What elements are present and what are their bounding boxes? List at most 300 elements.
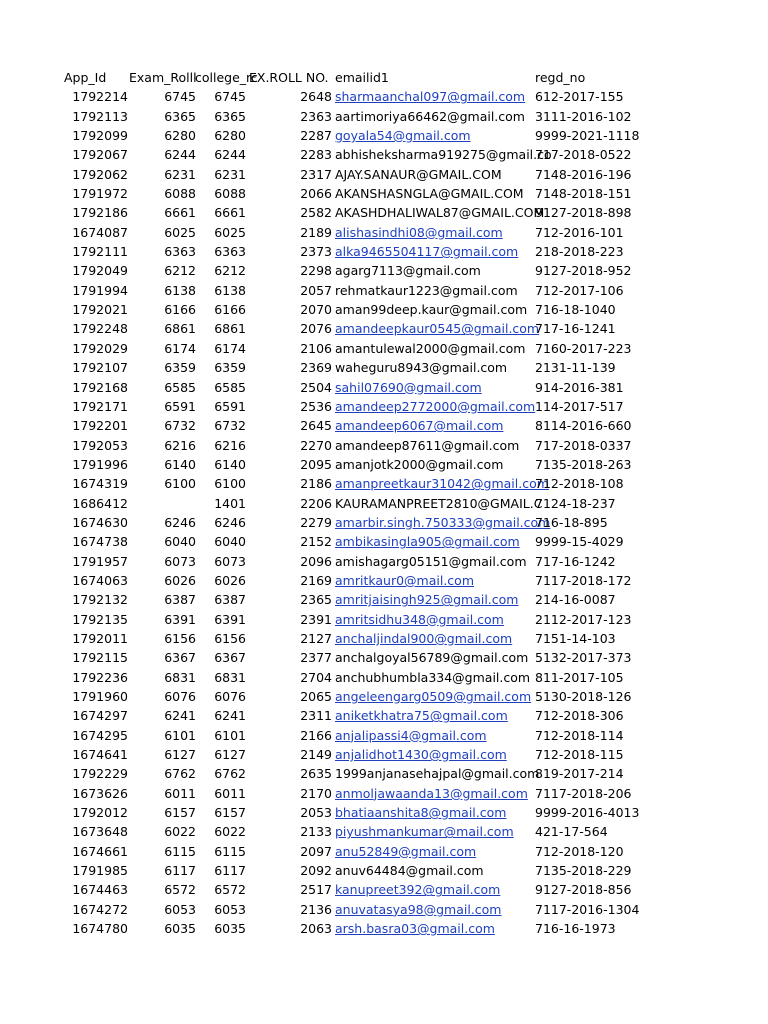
cell-app-id: 1674463 (72, 882, 128, 898)
cell-ex-roll: 2133 (300, 824, 332, 840)
cell-email: AKASHDHALIWAL87@GMAIL.COM (335, 205, 545, 221)
cell-exam-roll: 6367 (164, 650, 196, 666)
cell-email: waheguru8943@gmail.com (335, 360, 508, 376)
cell-regd-no: 716-16-1973 (535, 921, 616, 937)
email-link[interactable]: bhatiaanshita8@gmail.com (335, 805, 507, 821)
cell-exam-roll: 6088 (164, 186, 196, 202)
cell-college-roll: 6661 (214, 205, 246, 221)
cell-college-roll: 6231 (214, 166, 246, 182)
cell-email: anchubhumbla334@gmail.com (335, 669, 531, 685)
cell-email: aman99deep.kaur@gmail.com (335, 302, 528, 318)
cell-exam-roll: 6138 (164, 282, 196, 298)
cell-regd-no: 114-2017-517 (535, 398, 624, 414)
cell-app-id: 1686412 (72, 495, 128, 511)
cell-app-id: 1792067 (72, 147, 128, 163)
cell-college-roll: 6025 (214, 224, 246, 240)
table-row (0, 300, 768, 319)
cell-exam-roll: 6025 (164, 224, 196, 240)
cell-app-id: 1674319 (72, 476, 128, 492)
cell-ex-roll: 2136 (300, 901, 332, 917)
cell-exam-roll: 6127 (164, 747, 196, 763)
cell-regd-no: 7124-18-237 (535, 495, 616, 511)
cell-college-roll: 6585 (214, 379, 246, 395)
cell-regd-no: 2112-2017-123 (535, 611, 632, 627)
cell-app-id: 1792111 (72, 244, 128, 260)
email-link[interactable]: piyushmankumar@mail.com (335, 824, 514, 840)
cell-college-roll: 6156 (214, 630, 246, 646)
cell-ex-roll: 2057 (300, 282, 332, 298)
email-link[interactable]: amandeep2772000@gmail.com (335, 398, 536, 414)
email-link[interactable]: amanpreetkaur31042@gmail.com (335, 476, 549, 492)
cell-exam-roll: 6831 (164, 669, 196, 685)
cell-app-id: 1792107 (72, 360, 128, 376)
email-link[interactable]: angeleengarg0509@gmail.com (335, 689, 532, 704)
table-row (0, 610, 768, 629)
cell-app-id: 1674661 (72, 843, 128, 859)
table-row (0, 668, 768, 687)
table-row (0, 126, 768, 145)
table-row (0, 397, 768, 416)
cell-email: AJAY.SANAUR@GMAIL.COM (335, 166, 502, 182)
header-email: emailid1 (335, 70, 389, 85)
cell-ex-roll: 2635 (300, 766, 332, 782)
cell-ex-roll: 2648 (300, 89, 332, 105)
cell-email: KAURAMANPREET2810@GMAIL.C (335, 495, 543, 511)
table-row (0, 378, 768, 397)
cell-exam-roll: 6861 (164, 321, 196, 337)
cell-app-id: 1792171 (72, 398, 128, 414)
cell-ex-roll: 2287 (300, 128, 332, 144)
cell-ex-roll: 2065 (300, 689, 332, 704)
cell-exam-roll: 6572 (164, 882, 196, 898)
cell-exam-roll: 6101 (164, 727, 196, 743)
header-college-roll: college_rc (195, 70, 258, 85)
table-row (0, 455, 768, 474)
cell-exam-roll: 6241 (164, 708, 196, 724)
cell-app-id: 1792115 (72, 650, 128, 666)
cell-ex-roll: 2373 (300, 244, 332, 260)
cell-exam-roll: 6387 (164, 592, 196, 608)
cell-email: rehmatkaur1223@gmail.com (335, 282, 518, 298)
email-link[interactable]: anu52849@gmail.com (335, 843, 477, 859)
cell-college-roll: 6861 (214, 321, 246, 337)
cell-college-roll: 6244 (214, 147, 246, 163)
cell-app-id: 1792236 (72, 669, 128, 685)
cell-college-roll: 6572 (214, 882, 246, 898)
email-link[interactable]: amarbir.singh.750333@gmail.com (335, 514, 551, 530)
cell-ex-roll: 2169 (300, 572, 332, 588)
cell-regd-no: 717-16-1241 (535, 321, 616, 337)
cell-app-id: 1792011 (72, 630, 128, 646)
cell-exam-roll: 6157 (164, 805, 196, 821)
cell-regd-no: 717-2018-0337 (535, 437, 632, 453)
spreadsheet (0, 68, 768, 938)
email-link[interactable]: anuvatasya98@gmail.com (335, 901, 502, 917)
cell-app-id: 1674272 (72, 901, 128, 917)
cell-college-roll: 6166 (214, 302, 246, 318)
cell-regd-no: 712-2018-114 (535, 727, 624, 743)
table-row (0, 706, 768, 725)
cell-college-roll: 6076 (214, 689, 246, 704)
cell-exam-roll: 6166 (164, 302, 196, 318)
cell-email: aartimoriya66462@gmail.com (335, 108, 525, 124)
cell-ex-roll: 2704 (300, 669, 332, 685)
cell-app-id: 1674780 (72, 921, 128, 937)
cell-regd-no: 712-2018-115 (535, 747, 624, 763)
cell-exam-roll: 6117 (164, 863, 196, 879)
cell-regd-no: 7135-2018-263 (535, 456, 632, 472)
cell-regd-no: 7151-14-103 (535, 630, 616, 646)
cell-app-id: 1792099 (72, 128, 128, 144)
header-regd-no: regd_no (535, 70, 586, 85)
cell-college-roll: 6115 (214, 843, 246, 859)
cell-regd-no: 7148-2018-151 (535, 186, 632, 202)
cell-exam-roll: 6231 (164, 166, 196, 182)
cell-app-id: 1791996 (72, 456, 128, 472)
cell-exam-roll: 6076 (164, 689, 196, 704)
cell-email: 1999anjanasehajpal@gmail.com (335, 766, 540, 782)
cell-app-id: 1791957 (72, 553, 128, 569)
table-row (0, 629, 768, 648)
table-row (0, 436, 768, 455)
cell-app-id: 1792135 (72, 611, 128, 627)
cell-exam-roll: 6732 (164, 418, 196, 434)
cell-regd-no: 8114-2016-660 (535, 418, 632, 434)
cell-app-id: 1792132 (72, 592, 128, 608)
cell-regd-no: 5132-2017-373 (535, 650, 632, 666)
cell-ex-roll: 2063 (300, 921, 332, 937)
cell-college-roll: 6100 (214, 476, 246, 492)
email-link[interactable]: anjalipassi4@gmail.com (335, 727, 487, 743)
header-exam-roll: Exam_Rolll (129, 70, 197, 85)
cell-exam-roll: 6365 (164, 108, 196, 124)
cell-exam-roll: 6035 (164, 921, 196, 937)
cell-email: amishagarg05151@gmail.com (335, 553, 527, 569)
cell-exam-roll: 6745 (164, 89, 196, 105)
cell-regd-no: 712-2016-101 (535, 224, 624, 240)
cell-ex-roll: 2092 (300, 863, 332, 879)
table-row (0, 416, 768, 435)
cell-exam-roll: 6363 (164, 244, 196, 260)
table-row (0, 474, 768, 493)
cell-regd-no: 819-2017-214 (535, 766, 624, 782)
cell-regd-no: 5130-2018-126 (535, 689, 632, 704)
cell-app-id: 1792186 (72, 205, 128, 221)
cell-college-roll: 6359 (214, 360, 246, 376)
cell-ex-roll: 2170 (300, 785, 332, 801)
cell-college-roll: 6367 (214, 650, 246, 666)
email-link[interactable]: amritjaisingh925@gmail.com (335, 592, 519, 608)
cell-app-id: 1674087 (72, 224, 128, 240)
table-row (0, 745, 768, 764)
cell-exam-roll: 6174 (164, 340, 196, 356)
cell-exam-roll: 6246 (164, 514, 196, 530)
cell-app-id: 1792049 (72, 263, 128, 279)
cell-app-id: 1674295 (72, 727, 128, 743)
cell-app-id: 1674063 (72, 572, 128, 588)
cell-college-roll: 6117 (214, 863, 246, 879)
cell-ex-roll: 2149 (300, 747, 332, 763)
cell-ex-roll: 2186 (300, 476, 332, 492)
table-row (0, 532, 768, 551)
cell-college-roll: 6391 (214, 611, 246, 627)
cell-regd-no: 214-16-0087 (535, 592, 616, 608)
cell-regd-no: 7148-2016-196 (535, 166, 632, 182)
cell-college-roll: 6053 (214, 901, 246, 917)
email-link[interactable]: alka9465504117@gmail.com (335, 244, 519, 260)
email-link[interactable]: amandeep6067@mail.com (335, 418, 504, 434)
table-row (0, 822, 768, 841)
cell-college-roll: 6088 (214, 186, 246, 202)
cell-regd-no: 7135-2018-229 (535, 863, 632, 879)
email-link[interactable]: kanupreet392@gmail.com (335, 882, 501, 898)
cell-email: AKANSHASNGLA@GMAIL.COM (335, 186, 524, 202)
cell-app-id: 1791994 (72, 282, 128, 298)
email-link[interactable]: sharmaanchal097@gmail.com (335, 89, 526, 105)
cell-regd-no: 7117-2016-1304 (535, 901, 640, 917)
table-body (0, 87, 768, 938)
cell-college-roll: 6831 (214, 669, 246, 685)
table-row (0, 571, 768, 590)
table-row (0, 281, 768, 300)
cell-ex-roll: 2076 (300, 321, 332, 337)
cell-app-id: 1792053 (72, 437, 128, 453)
email-link[interactable]: ambikasingla905@gmail.com (335, 534, 520, 550)
cell-ex-roll: 2279 (300, 514, 332, 530)
cell-app-id: 1792229 (72, 766, 128, 782)
table-row (0, 223, 768, 242)
cell-college-roll: 6140 (214, 456, 246, 472)
cell-ex-roll: 2096 (300, 553, 332, 569)
table-row (0, 648, 768, 667)
cell-exam-roll: 6011 (164, 785, 196, 801)
table-row (0, 513, 768, 532)
table-row (0, 784, 768, 803)
cell-exam-roll: 6022 (164, 824, 196, 840)
cell-college-roll: 6363 (214, 244, 246, 260)
cell-ex-roll: 2517 (300, 882, 332, 898)
cell-app-id: 1673648 (72, 824, 128, 840)
table-row (0, 552, 768, 571)
cell-app-id: 1792021 (72, 302, 128, 318)
cell-college-roll: 6073 (214, 553, 246, 569)
cell-ex-roll: 2097 (300, 843, 332, 859)
table-row (0, 165, 768, 184)
email-link[interactable]: anchaljindal900@gmail.com (335, 630, 513, 646)
cell-regd-no: 717-16-1242 (535, 553, 616, 569)
cell-email: amanjotk2000@gmail.com (335, 456, 504, 472)
cell-regd-no: 712-2017-106 (535, 282, 624, 298)
table-row (0, 145, 768, 164)
cell-college-roll: 6241 (214, 708, 246, 724)
header-ex-roll: EX.ROLL NO. (249, 70, 329, 85)
table-row (0, 861, 768, 880)
cell-ex-roll: 2270 (300, 437, 332, 453)
cell-college-roll: 6732 (214, 418, 246, 434)
table-row (0, 687, 768, 706)
cell-exam-roll: 6591 (164, 398, 196, 414)
cell-exam-roll: 6280 (164, 128, 196, 144)
email-link[interactable]: amritsidhu348@gmail.com (335, 611, 504, 627)
email-link[interactable]: anmoljawaanda13@gmail.com (335, 785, 528, 801)
cell-college-roll: 1401 (214, 495, 246, 511)
cell-regd-no: 612-2017-155 (535, 89, 624, 105)
cell-app-id: 1791960 (72, 689, 128, 704)
cell-college-roll: 6022 (214, 824, 246, 840)
cell-exam-roll: 6244 (164, 147, 196, 163)
email-link[interactable]: amandeepkaur0545@gmail.com (335, 321, 540, 337)
cell-regd-no: 421-17-564 (535, 824, 608, 840)
cell-app-id: 1792168 (72, 379, 128, 395)
cell-ex-roll: 2645 (300, 418, 332, 434)
cell-regd-no: 811-2017-105 (535, 669, 624, 685)
cell-regd-no: 9127-2018-856 (535, 882, 632, 898)
cell-app-id: 1792113 (72, 108, 128, 124)
cell-app-id: 1792012 (72, 805, 128, 821)
cell-college-roll: 6246 (214, 514, 246, 530)
table-row (0, 880, 768, 899)
cell-app-id: 1792214 (72, 89, 128, 105)
table-row (0, 242, 768, 261)
cell-ex-roll: 2095 (300, 456, 332, 472)
cell-ex-roll: 2127 (300, 630, 332, 646)
cell-regd-no: 9999-2021-1118 (535, 128, 640, 144)
cell-ex-roll: 2317 (300, 166, 332, 182)
cell-college-roll: 6745 (214, 89, 246, 105)
cell-exam-roll: 6073 (164, 553, 196, 569)
cell-college-roll: 6157 (214, 805, 246, 821)
table-row (0, 184, 768, 203)
cell-college-roll: 6216 (214, 437, 246, 453)
cell-college-roll: 6127 (214, 747, 246, 763)
table-row (0, 726, 768, 745)
header-row (0, 68, 768, 87)
table-row (0, 358, 768, 377)
cell-college-roll: 6174 (214, 340, 246, 356)
cell-email: agarg7113@gmail.com (335, 263, 481, 279)
cell-exam-roll: 6140 (164, 456, 196, 472)
cell-college-roll: 6026 (214, 572, 246, 588)
cell-ex-roll: 2369 (300, 360, 332, 376)
cell-email: anchalgoyal56789@gmail.com (335, 650, 529, 666)
cell-exam-roll: 6359 (164, 360, 196, 376)
cell-college-roll: 6011 (214, 785, 246, 801)
cell-regd-no: 9127-2018-898 (535, 205, 632, 221)
cell-exam-roll: 6026 (164, 572, 196, 588)
cell-regd-no: 9999-15-4029 (535, 534, 624, 550)
table-row (0, 590, 768, 609)
cell-exam-roll: 6040 (164, 534, 196, 550)
cell-ex-roll: 2377 (300, 650, 332, 666)
cell-ex-roll: 2536 (300, 398, 332, 414)
cell-college-roll: 6212 (214, 263, 246, 279)
cell-email: anuv64484@gmail.com (335, 863, 484, 879)
cell-regd-no: 712-2018-306 (535, 708, 624, 724)
cell-app-id: 1674630 (72, 514, 128, 530)
cell-regd-no: 712-2018-108 (535, 476, 624, 492)
cell-ex-roll: 2053 (300, 805, 332, 821)
cell-app-id: 1792248 (72, 321, 128, 337)
cell-exam-roll: 6100 (164, 476, 196, 492)
cell-regd-no: 712-2018-120 (535, 843, 624, 859)
cell-ex-roll: 2106 (300, 340, 332, 356)
cell-college-roll: 6280 (214, 128, 246, 144)
cell-regd-no: 716-18-895 (535, 514, 608, 530)
cell-ex-roll: 2298 (300, 263, 332, 279)
cell-regd-no: 218-2018-223 (535, 244, 624, 260)
cell-ex-roll: 2152 (300, 534, 332, 550)
cell-college-roll: 6101 (214, 727, 246, 743)
cell-ex-roll: 2363 (300, 108, 332, 124)
cell-exam-roll: 6661 (164, 205, 196, 221)
cell-exam-roll: 6762 (164, 766, 196, 782)
table-row (0, 494, 768, 513)
cell-regd-no: 7117-2018-206 (535, 785, 632, 801)
cell-college-roll: 6762 (214, 766, 246, 782)
cell-regd-no: 716-18-1040 (535, 302, 616, 318)
cell-app-id: 1791985 (72, 863, 128, 879)
cell-app-id: 1791972 (72, 186, 128, 202)
cell-app-id: 1792029 (72, 340, 128, 356)
cell-regd-no: 914-2016-381 (535, 379, 624, 395)
email-link[interactable]: alishasindhi08@gmail.com (335, 224, 503, 240)
email-link[interactable]: goyala54@gmail.com (335, 128, 471, 144)
cell-ex-roll: 2206 (300, 495, 332, 511)
email-link[interactable]: aniketkhatra75@gmail.com (335, 708, 508, 724)
cell-exam-roll: 6115 (164, 843, 196, 859)
email-link[interactable]: anjalidhot1430@gmail.com (335, 747, 507, 763)
cell-ex-roll: 2582 (300, 205, 332, 221)
cell-regd-no: 7160-2017-223 (535, 340, 632, 356)
cell-ex-roll: 2283 (300, 147, 332, 163)
email-link[interactable]: arsh.basra03@gmail.com (335, 921, 495, 937)
cell-ex-roll: 2066 (300, 186, 332, 202)
table-row (0, 339, 768, 358)
cell-ex-roll: 2070 (300, 302, 332, 318)
cell-app-id: 1674641 (72, 747, 128, 763)
cell-app-id: 1792062 (72, 166, 128, 182)
cell-college-roll: 6365 (214, 108, 246, 124)
cell-exam-roll: 6156 (164, 630, 196, 646)
cell-ex-roll: 2189 (300, 224, 332, 240)
table-row (0, 842, 768, 861)
table-row (0, 319, 768, 338)
email-link[interactable]: sahil07690@gmail.com (335, 379, 482, 395)
cell-email: amantulewal2000@gmail.com (335, 340, 526, 356)
cell-college-roll: 6138 (214, 282, 246, 298)
cell-ex-roll: 2311 (300, 708, 332, 724)
cell-app-id: 1674738 (72, 534, 128, 550)
email-link[interactable]: amritkaur0@mail.com (335, 572, 474, 588)
table-row (0, 803, 768, 822)
table-row (0, 261, 768, 280)
cell-regd-no: 9999-2016-4013 (535, 805, 640, 821)
cell-app-id: 1673626 (72, 785, 128, 801)
cell-regd-no: 2131-11-139 (535, 360, 616, 376)
cell-exam-roll: 6391 (164, 611, 196, 627)
cell-app-id: 1674297 (72, 708, 128, 724)
cell-email: amandeep87611@gmail.com (335, 437, 520, 453)
cell-app-id: 1792201 (72, 418, 128, 434)
cell-regd-no: 7117-2018-172 (535, 572, 632, 588)
cell-email: abhisheksharma919275@gmail.co (335, 147, 552, 163)
cell-college-roll: 6040 (214, 534, 246, 550)
cell-regd-no: 717-2018-0522 (535, 147, 632, 163)
cell-exam-roll: 6216 (164, 437, 196, 453)
cell-ex-roll: 2166 (300, 727, 332, 743)
cell-ex-roll: 2504 (300, 379, 332, 395)
cell-exam-roll: 6212 (164, 263, 196, 279)
